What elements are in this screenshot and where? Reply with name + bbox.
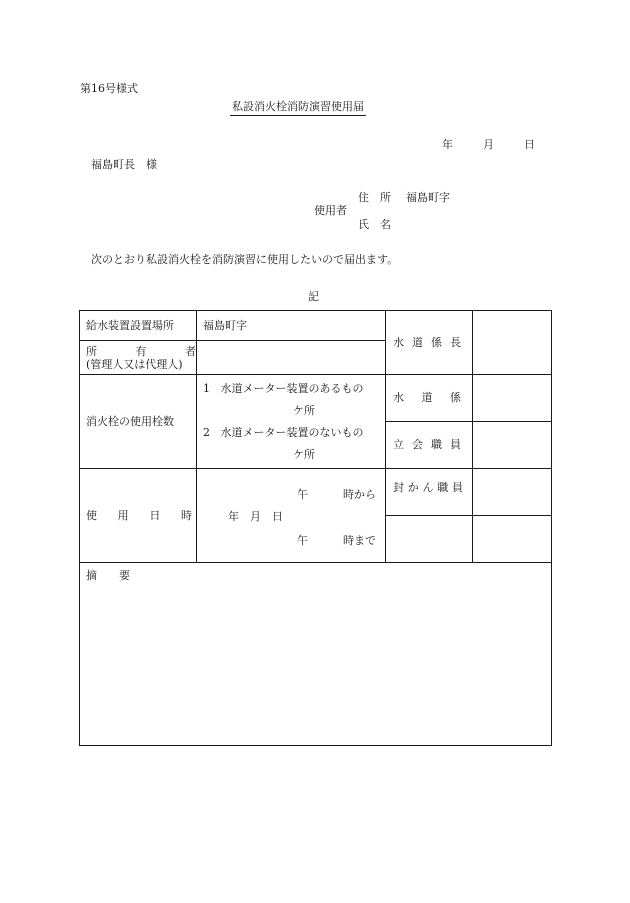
location-label-cell <box>80 311 197 341</box>
memo-label: 摘 要 <box>86 569 130 582</box>
owner-label-sub: (管理人又は代理人) <box>86 357 183 371</box>
addressee: 福島町長 様 <box>91 158 157 171</box>
owner-label-cell <box>80 341 197 375</box>
memo-cell[interactable] <box>80 563 552 746</box>
noon-2: 午 <box>297 533 308 547</box>
staff-cell-3 <box>386 422 473 469</box>
name-label: 氏 名 <box>358 218 391 231</box>
staff-label-2: 水 道 係 <box>393 391 461 405</box>
stamp-box-1[interactable] <box>473 311 552 375</box>
date-line <box>442 138 535 152</box>
location-value-cell <box>197 311 386 341</box>
month-label: 月 <box>483 138 494 151</box>
user-label: 使用者 <box>314 204 347 217</box>
address-label: 住 所 <box>358 191 391 204</box>
day-label: 日 <box>524 138 535 151</box>
hydrant-line-2: 2 水道メーター装置のないもの <box>203 425 364 439</box>
hydrant-line-1: 1 水道メーター装置のあるもの <box>203 381 364 395</box>
datetime-label-cell <box>80 469 197 563</box>
stamp-box-3[interactable] <box>473 422 552 469</box>
datetime-label: 使 用 日 時 <box>86 508 192 522</box>
time-from: 時から <box>343 487 376 501</box>
document-title: 私設消火栓消防演習使用届 <box>230 100 366 116</box>
datetime-value-cell[interactable] <box>197 469 386 563</box>
form-number: 第16号様式 <box>80 82 138 95</box>
owner-label: 所 有 者 <box>86 344 196 358</box>
owner-value-cell[interactable] <box>197 341 386 375</box>
application-table <box>79 310 552 746</box>
hydrant-label-cell <box>80 375 197 469</box>
stamp-box-2[interactable] <box>473 375 552 422</box>
staff-label-1: 水 道 係 長 <box>393 335 461 349</box>
staff-label-4: 封 か ん 職 員 <box>393 481 463 494</box>
staff-cell-1 <box>386 311 473 375</box>
staff-cell-2 <box>386 375 473 422</box>
stamp-box-5[interactable] <box>473 516 552 563</box>
noon-1: 午 <box>297 487 308 501</box>
time-until: 時まで <box>343 533 376 547</box>
statement-text: 次のとおり私設消火栓を消防演習に使用したいので届出ます。 <box>91 253 399 266</box>
staff-cell-4 <box>386 469 473 516</box>
ki-heading: 記 <box>308 290 319 303</box>
stamp-box-4[interactable] <box>473 469 552 516</box>
staff-cell-5[interactable] <box>386 516 473 563</box>
date-ymd: 年 月 日 <box>228 509 283 523</box>
year-label: 年 <box>442 138 453 151</box>
staff-label-3: 立 会 職 員 <box>393 438 461 452</box>
hydrant-value-cell <box>197 375 386 469</box>
location-value: 福島町字 <box>203 318 247 332</box>
hydrant-unit-1: ケ所 <box>293 403 315 417</box>
address-value: 福島町字 <box>406 191 450 204</box>
location-label: 給水装置設置場所 <box>86 318 174 332</box>
hydrant-unit-2: ケ所 <box>293 447 315 461</box>
hydrant-label: 消火栓の使用栓数 <box>86 414 174 428</box>
